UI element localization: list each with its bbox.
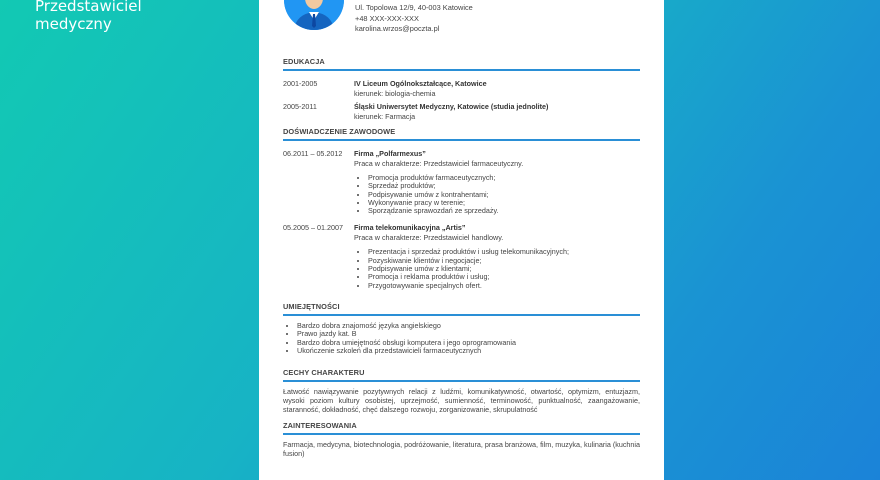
list-item: • Ukończenie szkoleń dla przedstawicieli farmaceutycznych	[297, 347, 640, 355]
section-title: CECHY CHARAKTERU	[283, 368, 640, 382]
list-item: • Wykonywanie pracy w terenie;	[368, 199, 640, 207]
list-item: • Pozyskiwanie klientów i negocjacje;	[368, 257, 640, 265]
interests-text: Farmacja, medycyna, biotechnologia, podróżowanie, literatura, prasa branżowa, film, muzyka, kulinaria (kuchnia fusion)	[283, 440, 640, 459]
section-title: UMIEJĘTNOŚCI	[283, 302, 640, 316]
experience-date: 05.2005 – 01.2007	[283, 223, 343, 233]
duty-list	[354, 174, 640, 215]
experience-item	[283, 223, 640, 289]
contact-address: Ul. Topolowa 12/9, 40-003 Katowice	[355, 3, 473, 12]
list-item: • Bardzo dobra znajomość języka angielskiego	[297, 322, 640, 330]
avatar	[284, 0, 344, 30]
sidebar-title-line2: medyczny	[35, 15, 112, 33]
section-skills	[283, 302, 640, 355]
skills-list	[283, 322, 640, 355]
education-school: IV Liceum Ogólnokształcące, Katowice	[354, 79, 487, 88]
list-item: • Bardzo dobra umiejętność obsługi komputera i jego oprogramowania	[297, 339, 640, 347]
section-interests	[283, 421, 640, 458]
contact-phone: +48 XXX-XXX-XXX	[355, 13, 419, 23]
experience-date: 06.2011 – 05.2012	[283, 149, 343, 158]
section-title: EDUKACJA	[283, 57, 640, 71]
list-item: • Podpisywanie umów z klientami;	[368, 265, 640, 273]
list-item: • Promocja i reklama produktów i usług;	[368, 273, 640, 281]
education-item	[283, 102, 640, 121]
experience-company: Firma telekomunikacyjna „Artis”	[354, 223, 466, 233]
section-traits	[283, 368, 640, 415]
education-school: Śląski Uniwersytet Medyczny, Katowice (studia jednolite)	[354, 102, 549, 111]
education-date: 2001-2005	[283, 79, 318, 88]
contact-email: karolina.wrzos@poczta.pl	[355, 24, 440, 33]
experience-company: Firma „Polfarmexus”	[354, 149, 426, 158]
cv-page	[259, 0, 664, 480]
education-item	[283, 79, 640, 98]
duty-list	[354, 248, 640, 289]
list-item: • Przygotowywanie specjalnych ofert.	[368, 282, 640, 290]
list-item: • Sprzedaż produktów;	[368, 182, 640, 190]
section-title: ZAINTERESOWANIA	[283, 421, 640, 435]
list-item: • Promocja produktów farmaceutycznych;	[368, 174, 640, 182]
list-item: • Prezentacja i sprzedaż produktów i usług telekomunikacyjnych;	[368, 248, 640, 256]
list-item: • Prawo jazdy kat. B	[297, 330, 640, 338]
education-detail: kierunek: biologia-chemia	[354, 88, 436, 98]
contact-info	[355, 3, 473, 35]
traits-text: Łatwość nawiązywanie pozytywnych relacji z ludźmi, komunikatywność, otwartość, optymizm, entuzjazm, wysoki poziom kultury osobistej, uprzejmość, sumienność, terminowość, punktualność, zaangażowanie, staranność, dokładność, chęć dalszego rozwoju, zorganizowanie, skrupulatność	[283, 387, 640, 415]
experience-role: Praca w charakterze: Przedstawiciel farmaceutyczny.	[354, 158, 524, 168]
sidebar-title	[35, 0, 142, 33]
person-icon	[284, 0, 344, 30]
section-education	[283, 57, 640, 121]
section-title: DOŚWIADCZENIE ZAWODOWE	[283, 127, 640, 141]
education-detail: kierunek: Farmacja	[354, 111, 416, 121]
education-date: 2005-2011	[283, 102, 317, 111]
experience-item	[283, 149, 640, 215]
list-item: • Podpisywanie umów z kontrahentami;	[368, 191, 640, 199]
section-experience	[283, 127, 640, 290]
experience-role: Praca w charakterze: Przedstawiciel handlowy.	[354, 232, 504, 242]
sidebar-title-line1: Przedstawiciel	[35, 0, 142, 15]
list-item: • Sporządzanie sprawozdań ze sprzedaży.	[368, 207, 640, 215]
